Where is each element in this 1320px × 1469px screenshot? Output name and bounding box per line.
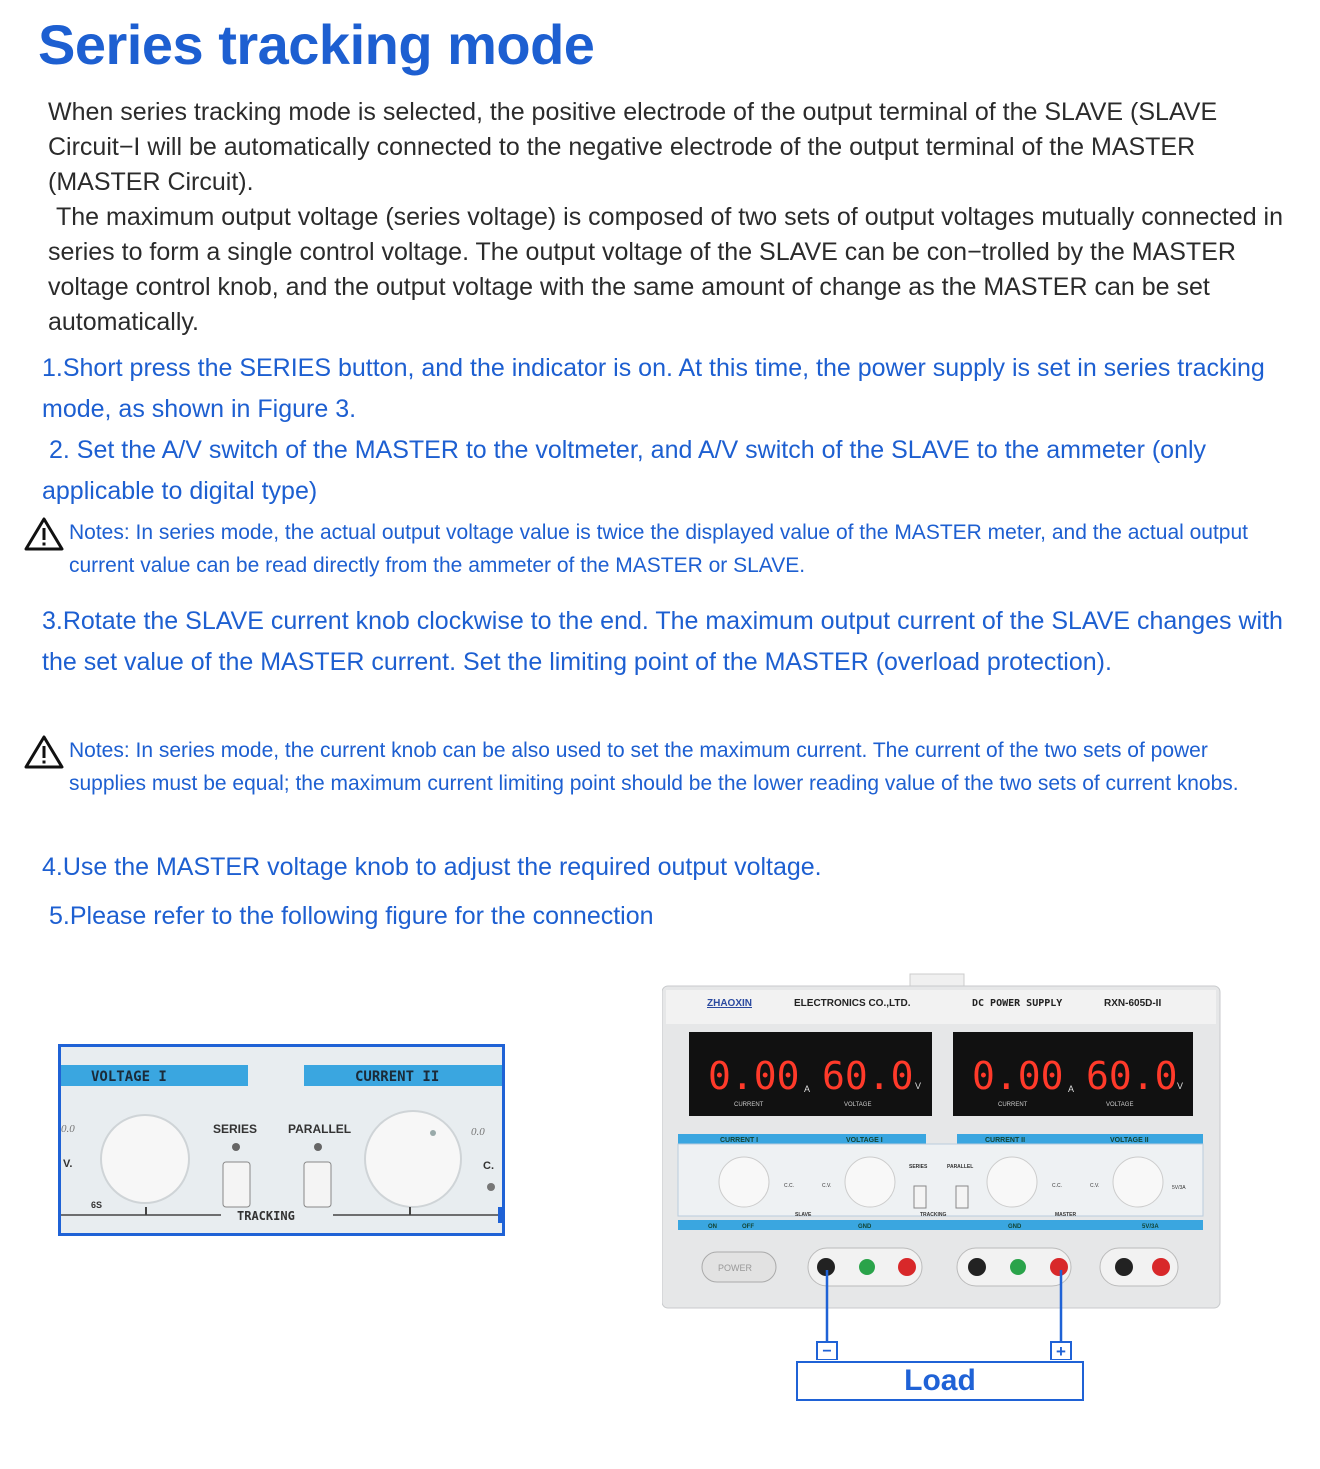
svg-text:VOLTAGE: VOLTAGE xyxy=(844,1102,872,1108)
intro-paragraph-2: The maximum output voltage (series voltage) is composed of two sets of output voltages mutually connected in series to form a single control voltage. The output voltage of the SLAVE can be con−trolled by the MASTER voltage control knob, and the output voltage with the same amount of change as the MASTER can be set automatically. xyxy=(48,203,1284,336)
svg-text:V: V xyxy=(1177,1081,1184,1091)
psu-product: DC POWER SUPPLY xyxy=(972,998,1063,1009)
step-1: 1.Short press the SERIES button, and the indicator is on. At this time, the power supply is set in series tracking mode, as shown in Figure 3. xyxy=(42,354,1265,423)
svg-text:C.C.: C.C. xyxy=(784,1183,794,1189)
power-supply-figure xyxy=(662,972,1222,1312)
svg-text:VOLTAGE: VOLTAGE xyxy=(1106,1102,1134,1108)
note-1-text: Notes: In series mode, the actual output voltage value is twice the displayed value of the MASTER meter, and the actual output current value can be read directly from the ammeter of the MASTER or SLAVE. xyxy=(69,521,1249,577)
svg-text:5V/3A: 5V/3A xyxy=(1172,1185,1186,1191)
display-1-voltage: 60.0 xyxy=(822,1054,914,1098)
intro-text xyxy=(48,95,1288,340)
psu-company: ELECTRONICS CO.,LTD. xyxy=(794,998,911,1009)
svg-text:TRACKING: TRACKING xyxy=(920,1212,947,1218)
tracking-label: TRACKING xyxy=(237,1209,295,1223)
svg-text:MASTER: MASTER xyxy=(1055,1212,1077,1218)
v-mark: V. xyxy=(63,1158,73,1170)
svg-text:A: A xyxy=(804,1084,811,1094)
load-minus-sign: − xyxy=(822,1343,832,1360)
svg-text:SLAVE: SLAVE xyxy=(795,1212,812,1218)
display-2-current: 0.00 xyxy=(972,1054,1064,1098)
series-indicator xyxy=(232,1143,240,1151)
note-1 xyxy=(24,516,1284,582)
svg-text:5V/3A: 5V/3A xyxy=(1142,1224,1159,1230)
svg-text:GND: GND xyxy=(1008,1224,1022,1230)
display-1-current: 0.00 xyxy=(708,1054,800,1098)
knob-current-2 xyxy=(987,1157,1037,1207)
psu-model: RXN-605D-II xyxy=(1104,998,1162,1009)
step-5: 5.Please refer to the following figure for the connection xyxy=(49,902,654,930)
panel-zoom-figure xyxy=(58,1044,505,1236)
load-label: Load xyxy=(904,1364,976,1397)
scale-right: 0.0 xyxy=(471,1126,485,1138)
svg-text:C.V.: C.V. xyxy=(1090,1183,1100,1189)
svg-text:PARALLEL: PARALLEL xyxy=(947,1164,974,1170)
voltage-knob xyxy=(101,1115,189,1203)
note-2-text: Notes: In series mode, the current knob can be also used to set the maximum current. The current of the two sets of power supplies must be equal; the maximum current limiting point should be the lower reading value of the two sets of current knobs. xyxy=(69,739,1239,795)
svg-text:POWER: POWER xyxy=(718,1263,753,1273)
parallel-indicator xyxy=(314,1143,322,1151)
terminal-fixed-negative xyxy=(1115,1258,1133,1276)
svg-text:VOLTAGE II: VOLTAGE II xyxy=(1110,1137,1149,1144)
panel-zoom-drawing xyxy=(61,1047,502,1233)
terminal-fixed-positive xyxy=(1152,1258,1170,1276)
svg-text:A: A xyxy=(1068,1084,1075,1094)
parallel-label: PARALLEL xyxy=(288,1122,352,1136)
gs-mark: 6S xyxy=(91,1200,103,1210)
svg-text:CURRENT I: CURRENT I xyxy=(720,1137,759,1144)
parallel-button xyxy=(304,1162,331,1207)
svg-text:C.C.: C.C. xyxy=(1052,1183,1062,1189)
current-strip-label: CURRENT II xyxy=(355,1069,440,1085)
psu-brand: ZHAOXIN xyxy=(707,998,752,1009)
voltage-strip-label: VOLTAGE I xyxy=(91,1069,167,1085)
svg-text:VOLTAGE I: VOLTAGE I xyxy=(846,1137,883,1144)
intro-paragraph-1: When series tracking mode is selected, the positive electrode of the output terminal of the SLAVE (SLAVE Circuit−I will be automatically connected to the negative electrode of the output terminal of the MASTER (MASTER Circuit). xyxy=(48,98,1218,196)
svg-text:ON: ON xyxy=(708,1224,717,1230)
connection-wires xyxy=(790,1270,1110,1360)
svg-text:CURRENT: CURRENT xyxy=(998,1102,1028,1108)
knob-current-1 xyxy=(719,1157,769,1207)
current-knob xyxy=(365,1111,461,1207)
series-label: SERIES xyxy=(213,1122,258,1136)
c-mark: C. xyxy=(483,1160,494,1172)
step-2: 2. Set the A/V switch of the MASTER to the voltmeter, and A/V switch of the SLAVE to the ammeter (only applicable to digital type) xyxy=(42,436,1207,505)
svg-text:SERIES: SERIES xyxy=(909,1164,928,1170)
knob-voltage-2 xyxy=(1113,1157,1163,1207)
power-supply-drawing xyxy=(662,972,1222,1312)
series-button xyxy=(223,1162,250,1207)
display-2-voltage: 60.0 xyxy=(1086,1054,1178,1098)
page-title: Series tracking mode xyxy=(38,13,595,76)
warning-icon xyxy=(24,516,64,552)
knob-voltage-1 xyxy=(845,1157,895,1207)
warning-icon xyxy=(24,734,64,770)
svg-text:V: V xyxy=(915,1081,922,1091)
note-2 xyxy=(24,734,1284,800)
svg-text:CURRENT: CURRENT xyxy=(734,1102,764,1108)
scale-left: 0.0 xyxy=(61,1123,75,1135)
svg-text:GND: GND xyxy=(858,1224,872,1230)
load-plus-sign: + xyxy=(1056,1342,1066,1360)
svg-text:CURRENT II: CURRENT II xyxy=(985,1137,1026,1144)
svg-text:OFF: OFF xyxy=(742,1224,754,1230)
step-4: 4.Use the MASTER voltage knob to adjust the required output voltage. xyxy=(42,853,822,881)
svg-text:C.V.: C.V. xyxy=(822,1183,832,1189)
step-3: 3.Rotate the SLAVE current knob clockwise to the end. The maximum output current of the SLAVE changes with the set value of the MASTER current. Set the limiting point of the MASTER (overload protection). xyxy=(42,607,1283,676)
load-box xyxy=(796,1361,1084,1401)
